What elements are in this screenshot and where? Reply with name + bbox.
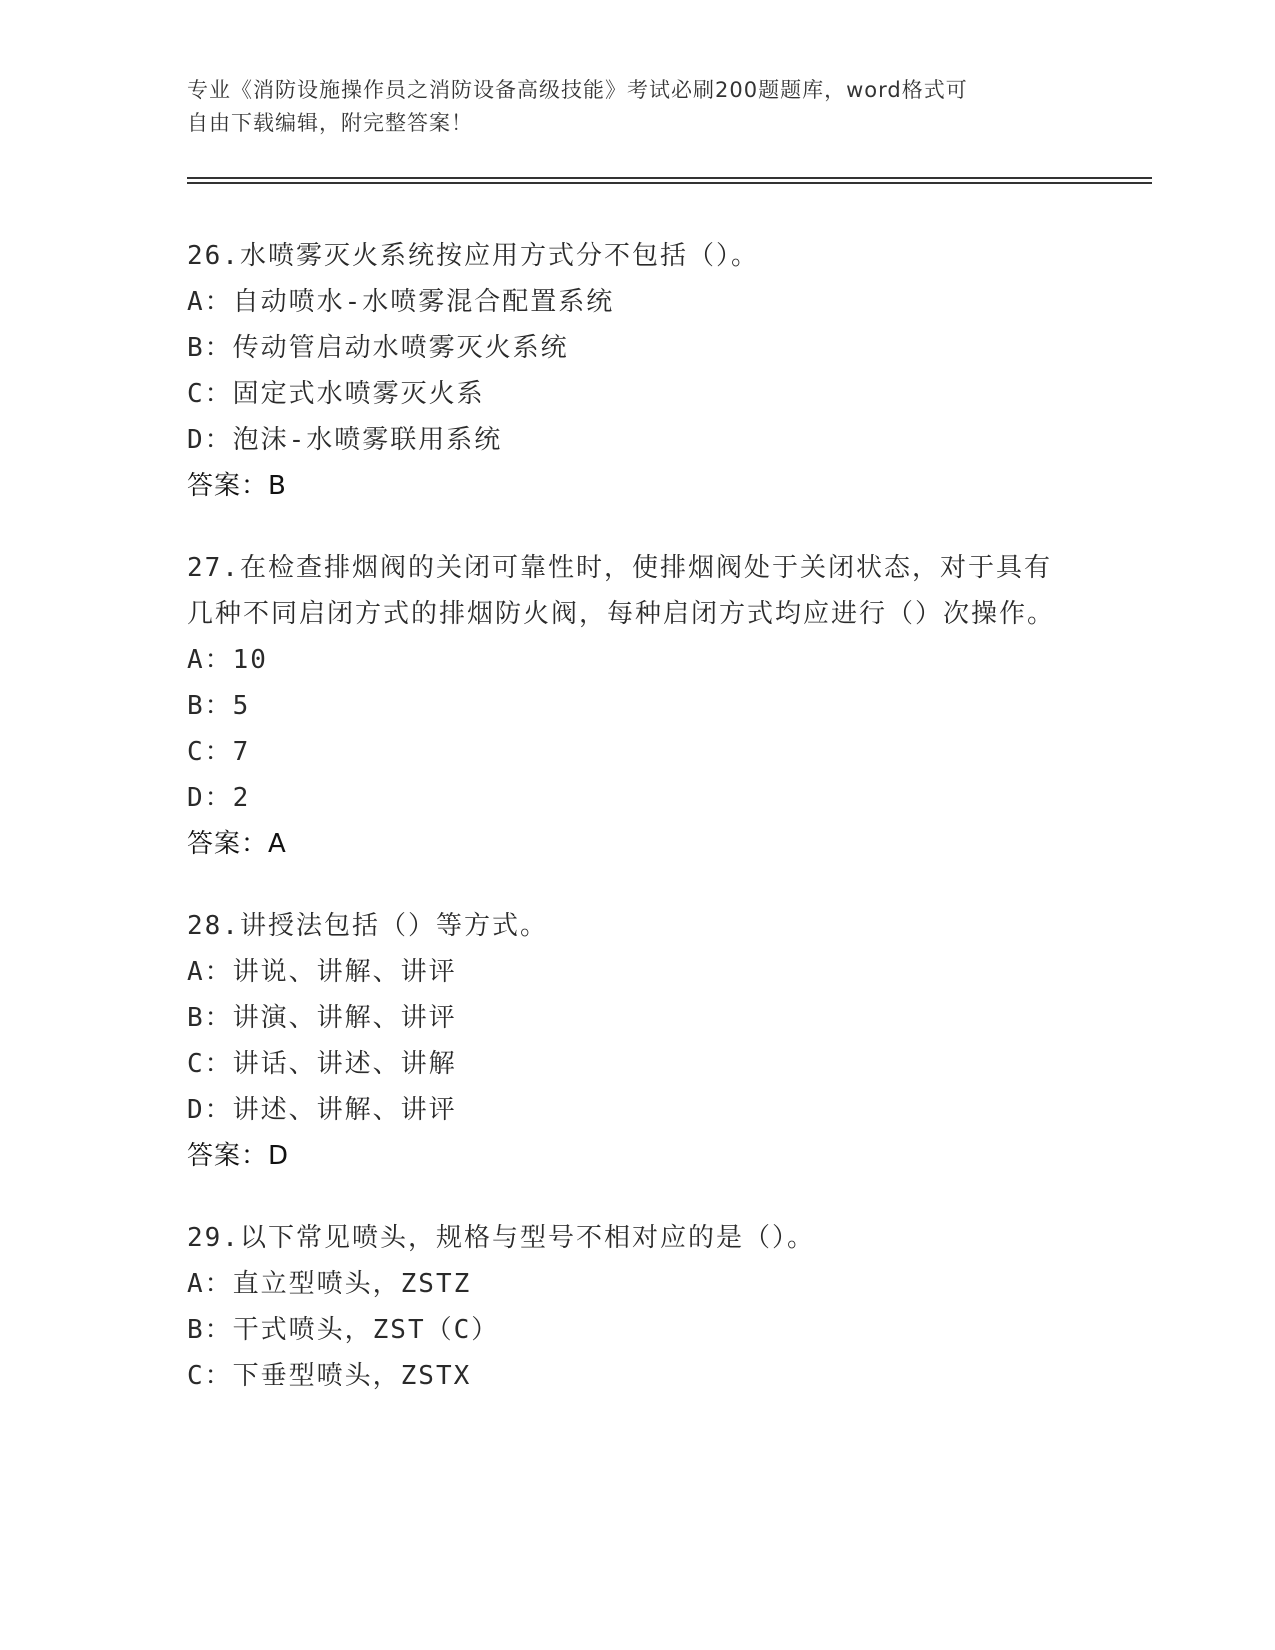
option-letter: D： [187,1095,233,1125]
question-stem: 27.在检查排烟阀的关闭可靠性时，使排烟阀处于关闭状态，对于具有几种不同启闭方式的排烟防火阀，每种启闭方式均应进行（）次操作。 [187,553,1056,629]
option-d [187,417,1087,463]
question-29 [187,1215,1087,1399]
option-letter: A： [187,1269,233,1299]
option-text: 2 [232,783,251,813]
header-line-2: 自由下载编辑，附完整答案！ [187,111,473,135]
option-d [187,1087,1087,1133]
option-d [187,775,1087,821]
option-c [187,1041,1087,1087]
answer-line: 答案：A [187,829,287,859]
question-26 [187,233,1087,509]
option-b [187,325,1087,371]
option-letter: C： [187,1049,233,1079]
option-letter: A： [187,287,233,317]
option-text: 讲说、讲解、讲评 [232,957,457,987]
question-stem: 29.以下常见喷头，规格与型号不相对应的是（）。 [187,1223,815,1253]
header-line-1: 专业《消防设施操作员之消防设备高级技能》考试必刷200题题库，word格式可 [187,78,968,102]
option-letter: B： [187,1315,233,1345]
header-divider-top [187,177,1152,179]
option-text: 讲话、讲述、讲解 [232,1049,457,1079]
answer-line: 答案：B [187,471,287,501]
option-text: 5 [232,691,251,721]
option-letter: C： [187,379,233,409]
option-text: 自动喷水-水喷雾混合配置系统 [232,287,615,317]
option-letter: A： [187,645,233,675]
option-letter: B： [187,333,233,363]
option-letter: D： [187,425,233,455]
question-27 [187,545,1087,867]
option-letter: D： [187,783,233,813]
option-a [187,949,1087,995]
option-text: 固定式水喷雾灭火系 [232,379,485,409]
option-text: 10 [232,645,268,675]
option-c [187,1353,1087,1399]
option-text: 泡沫-水喷雾联用系统 [232,425,503,455]
option-text: 讲述、讲解、讲评 [232,1095,457,1125]
option-a [187,637,1087,683]
option-letter: B： [187,1003,233,1033]
option-text: 7 [232,737,251,767]
header-divider-bottom [187,182,1152,184]
option-c [187,371,1087,417]
document-header [187,74,1067,140]
option-text: 讲演、讲解、讲评 [232,1003,457,1033]
option-a [187,1261,1087,1307]
question-stem: 28.讲授法包括（）等方式。 [187,911,548,941]
option-a [187,279,1087,325]
option-letter: B： [187,691,233,721]
question-stem: 26.水喷雾灭火系统按应用方式分不包括（）。 [187,241,759,271]
option-b [187,995,1087,1041]
option-b [187,683,1087,729]
question-28 [187,903,1087,1179]
option-letter: C： [187,1361,233,1391]
option-b [187,1307,1087,1353]
option-letter: A： [187,957,233,987]
option-c [187,729,1087,775]
option-text: 传动管启动水喷雾灭火系统 [232,333,569,363]
option-text: 下垂型喷头，ZSTX [232,1361,472,1391]
question-list [187,233,1087,1435]
option-text: 干式喷头，ZST（C） [232,1315,500,1345]
answer-line: 答案：D [187,1141,290,1171]
option-letter: C： [187,737,233,767]
option-text: 直立型喷头，ZSTZ [232,1269,472,1299]
